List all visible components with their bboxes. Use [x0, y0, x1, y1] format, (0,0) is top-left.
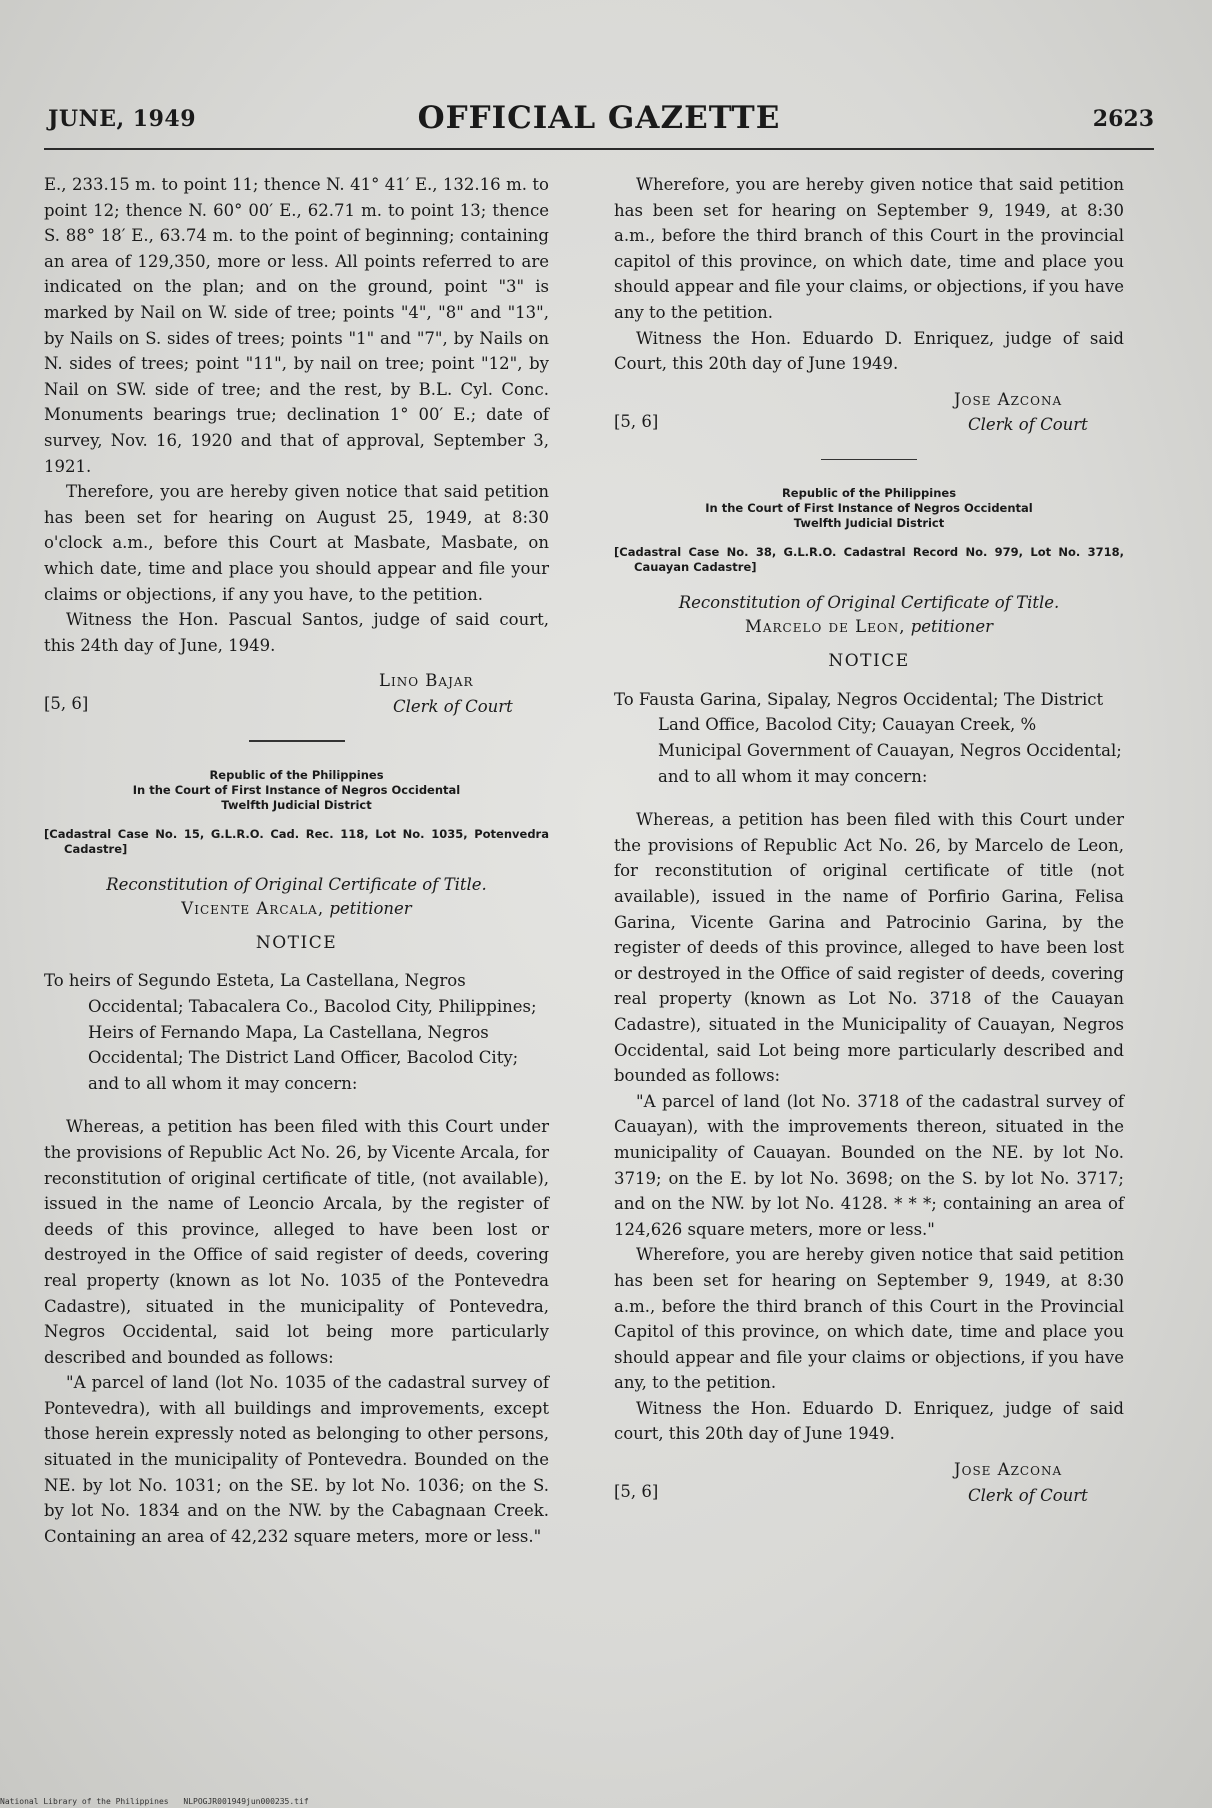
signature-code: [5, 6] [614, 1482, 659, 1502]
signature [954, 1457, 1124, 1508]
petitioner-name: Marcelo de Leon, [744, 617, 906, 637]
court-heading [614, 486, 1124, 531]
parcel-description: "A parcel of land (lot No. 3718 of the cadastral survey of Cauayan), with the improvements thereon, situated in the municipality of Cauayan. Bounded on the NE. by lot No. 3719; on the E. by lot No. 3698; on the S. by lot No. 3717; and on the NW. by lot No. 4128. * * *; containing an area of 124,626 square meters, more or less." [614, 1091, 1124, 1239]
court-line: Republic of the Philippines [209, 767, 384, 782]
petitioner-role: petitioner [329, 898, 412, 918]
signature [954, 387, 1124, 438]
reconstitution-title: Reconstitution of Original Certificate of Title. [106, 874, 487, 894]
case-reference: [Cadastral Case No. 38, G.L.R.O. Cadastral Record No. 979, Lot No. 3718, Cauayan Cadastre] [614, 545, 1124, 575]
clerk-name: Jose Azcona [954, 389, 1063, 409]
case-reference: [Cadastral Case No. 15, G.L.R.O. Cad. Rec. 118, Lot No. 1035, Potenvedra Cadastre] [44, 826, 549, 856]
signature-code: [5, 6] [614, 412, 659, 432]
signature-block [614, 1457, 1124, 1509]
addressees: To heirs of Segundo Esteta, La Castellana, Negros Occidental; Tabacalera Co., Bacolod City, Philippines; Heirs of Fernando Mapa, La Castellana, Negros Occidental; The District Land Officer, Bacolod City; and to all whom it may concern: [44, 971, 537, 1093]
clerk-name: Jose Azcona [954, 1460, 1063, 1480]
court-line: Twelfth Judicial District [793, 516, 945, 531]
section-divider [249, 740, 345, 742]
footer-file: NLPOGJR001949jun000235.tif [183, 1797, 309, 1806]
witness-paragraph: Witness the Hon. Eduardo D. Enriquez, judge of said court, this 20th day of June 1949. [614, 1398, 1124, 1444]
right-column [614, 172, 1124, 1517]
header-date: JUNE, 1949 [48, 106, 197, 132]
page-header [44, 100, 1154, 144]
wherefore-paragraph: Wherefore, you are hereby given notice that said petition has been set for hearing on September 9, 1949, at 8:30 a.m., before the third branch of this Court in the Provincial Capitol of this province, on which date, time and place you should appear and file your claims or objections, if you have any, to the petition. [614, 1245, 1124, 1393]
reconstitution-title: Reconstitution of Original Certificate of Title. [678, 593, 1060, 613]
petitioner-role: petitioner [910, 617, 994, 637]
court-line: Twelfth Judicial District [221, 797, 372, 812]
court-line: Republic of the Philippines [781, 486, 957, 501]
clerk-name: Lino Bajar [379, 671, 474, 691]
header-rule [44, 148, 1154, 150]
left-column [44, 172, 549, 1549]
court-heading [44, 768, 549, 813]
parcel-description: "A parcel of land (lot No. 1035 of the cadastral survey of Pontevedra), with all buildings and improvements, except those herein expressly noted as belonging to other persons, situated in the municipality of Pontevedra. Bounded on the NE. by lot No. 1031; on the SE. by lot No. 1036; on the S. by lot No. 1834 and on the NW. by the Cabagnaan Creek. Containing an area of 42,232 square meters, more or less." [44, 1373, 549, 1546]
petitioner-name: Vicente Arcala, [181, 898, 325, 918]
witness-paragraph: Witness the Hon. Eduardo D. Enriquez, judge of said Court, this 20th day of June 1949. [614, 328, 1124, 374]
clerk-title: Clerk of Court [968, 415, 1088, 435]
witness-paragraph: Witness the Hon. Pascual Santos, judge of said court, this 24th day of June, 1949. [44, 610, 549, 655]
signature-code: [5, 6] [44, 693, 89, 713]
continuation-paragraph: E., 233.15 m. to point 11; thence N. 41° 41′ E., 132.16 m. to point 12; thence N. 60° 00′ E., 62.71 m. to point 13; thence S. 88° 18′ E., 63.74 m. to the point of beginning; containing an area of 129,350, more or less. All points referred to are indicated on the plan; and on the ground, point "3" is marked by Nail on W. side of tree; points "4", "8" and "13", by Nails on S. sides of trees; points "1" and "7", by Nails on N. sides of trees; point "11", by nail on tree; point "12", by Nail on SW. side of tree; and the rest, by B.L. Cyl. Conc. Monuments bearings true; declination 1° 00′ E.; date of survey, Nov. 16, 1920 and that of approval, September 3, 1921. [44, 175, 549, 476]
whereas-paragraph: Whereas, a petition has been filed with this Court under the provisions of Republic Act No. 26, by Marcelo de Leon, for reconstitution of original certificate of title (not available), issued in the name of Porfirio Garina, Felisa Garina, Vicente Garina and Patrocinio Garina, by the register of deeds of this province, alleged to have been lost or destroyed in the Office of said register of deeds, covering real property (known as Lot No. 3718 of the Cauayan Cadastre), situated in the Municipality of Cauayan, Negros Occidental, said Lot being more particularly described and bounded as follows: [614, 810, 1124, 1086]
addressees: To Fausta Garina, Sipalay, Negros Occidental; The District Land Office, Bacolod City; Cauayan Creek, % Municipal Government of Cauayan, Negros Occidental; and to all whom it may concern: [614, 689, 1122, 786]
petitioner-line [614, 615, 1124, 639]
court-line: In the Court of First Instance of Negros Occidental [132, 782, 461, 797]
clerk-title: Clerk of Court [393, 696, 513, 716]
section-divider [821, 459, 917, 461]
footer-library: National Library of the Philippines [0, 1797, 169, 1806]
court-line: In the Court of First Instance of Negros Occidental [705, 501, 1033, 516]
clerk-title: Clerk of Court [968, 1485, 1088, 1505]
signature-block [614, 387, 1124, 439]
signature-block [44, 668, 549, 720]
petitioner-line [44, 897, 549, 921]
signature [379, 668, 549, 719]
whereas-paragraph: Whereas, a petition has been filed with this Court under the provisions of Republic Act No. 26, by Vicente Arcala, for reconstitution of original certificate of title, (not available), issued in the name of Leoncio Arcala, by the register of deeds of this province, alleged to have been lost or destroyed in the Office of said register of deeds, covering real property (known as lot No. 1035 of the Pontevedra Cadastre), situated in the municipality of Pontevedra, Negros Occidental, said lot being more particularly described and bounded as follows: [44, 1117, 549, 1367]
header-page-number: 2623 [1092, 106, 1154, 132]
header-title: OFFICIAL GAZETTE [417, 100, 781, 136]
notice-heading: NOTICE [828, 651, 910, 672]
notice-heading: NOTICE [255, 932, 338, 953]
wherefore-paragraph: Wherefore, you are hereby given notice that said petition has been set for hearing on September 9, 1949, at 8:30 a.m., before the third branch of this Court in the provincial capitol of this province, on which date, time and place you should appear and file your claims, or objections, if you have any to the petition. [614, 175, 1124, 322]
scan-footer [0, 1797, 319, 1806]
therefore-paragraph: Therefore, you are hereby given notice that said petition has been set for hearing on August 25, 1949, at 8:30 o'clock a.m., before this Court at Masbate, Masbate, on which date, time and place you should appear and file your claims or objections, if any you have, to the petition. [44, 482, 549, 604]
